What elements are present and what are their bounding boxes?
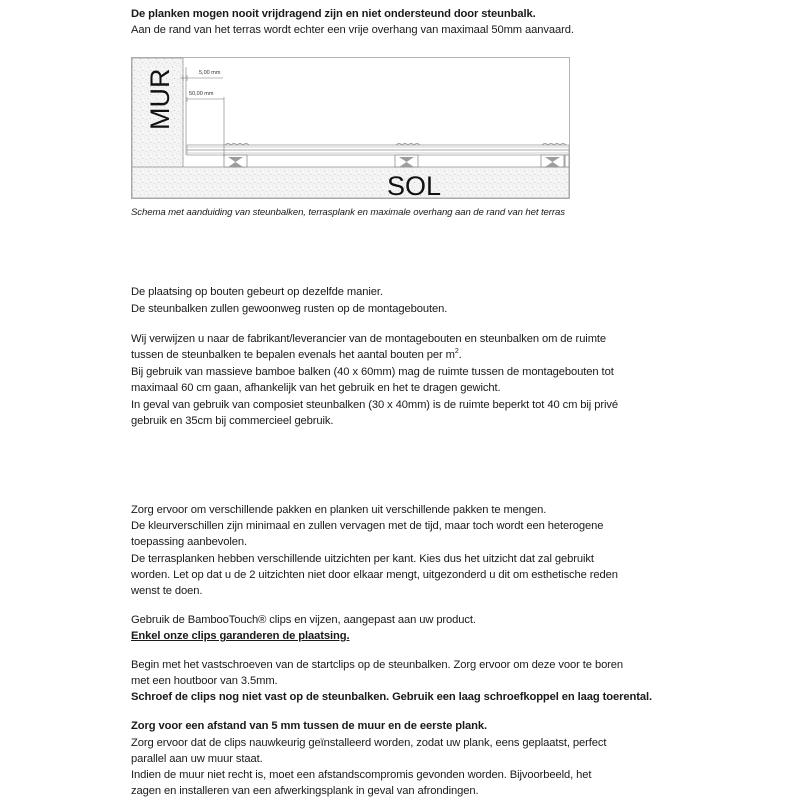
superscript: 2 (454, 348, 459, 355)
floor-block (132, 167, 569, 198)
spacing-line-4: maximaal 60 cm gaan, afhankelijk van het gebruik en het te dragen gewicht. (131, 382, 501, 394)
dimension-overhang-label: 50,00 mm (189, 91, 214, 97)
clips-guarantee: Enkel onze clips garanderen de plaatsing. (131, 630, 350, 642)
mixing-line-3: toepassing aanbevolen. (131, 536, 247, 548)
wall-line-2: parallel aan uw muur staat. (131, 753, 263, 765)
spacing-line-6: gebruik en 35cm bij commercieel gebruik. (131, 415, 334, 427)
clips-line: Gebruik de BambooTouch® clips en vijzen, aangepast aan uw product. (131, 614, 476, 626)
spacing-line-5: In geval van gebruik van composiet steunbalken (30 x 40mm) is de ruimte beperkt tot 40 cm bij privé (131, 399, 618, 411)
start-line-1: Begin met het vastschroeven van de startclips op de steunbalken. Zorg ervoor om deze voor te boren (131, 659, 624, 671)
spacing-line-2 (131, 347, 462, 364)
intro-heading: De planken mogen nooit vrijdragend zijn en niet ondersteund door steunbalk. (131, 8, 536, 20)
terrace-diagram (131, 57, 636, 199)
wall-label: MUR (145, 68, 175, 130)
spacing-line-2-end: . (458, 349, 462, 361)
wall-line-1: Zorg ervoor dat de clips nauwkeurig geïnstalleerd worden, zodat uw plank, eens geplaatst, perfect (131, 737, 607, 749)
mixing-line-1: Zorg ervoor om verschillende pakken en planken uit verschillende pakken te mengen. (131, 504, 547, 516)
start-bold: Schroef de clips nog niet vast op de steunbalken. Gebruik een laag schroefkoppel en laag toerental. (131, 691, 653, 703)
mixing-line-2: De kleurverschillen zijn minimaal en zullen vervagen met de tijd, maar toch wordt een heterogene (131, 520, 604, 532)
wall-bold: Zorg voor een afstand van 5 mm tussen de muur en de eerste plank. (131, 720, 487, 732)
bolts-line-2: De steunbalken zullen gewoonweg rusten op de montagebouten. (131, 303, 448, 315)
wall-line-4: zagen en installeren van een afwerkingsplank in geval van afrondingen. (131, 785, 479, 797)
terrace-plank (187, 145, 569, 155)
dimension-gap-label: 5,00 mm (199, 70, 221, 76)
floor-label: SOL (387, 171, 442, 199)
intro-line: Aan de rand van het terras wordt echter een vrije overhang van maximaal 50mm aanvaard. (131, 24, 574, 36)
bolts-line-1: De plaatsing op bouten gebeurt op dezelfde manier. (131, 286, 383, 298)
wall-line-3: Indien de muur niet recht is, moet een afstandscompromis gevonden worden. Bijvoorbeeld, het (131, 769, 592, 781)
start-line-2: met een houtboor van 3.5mm. (131, 675, 278, 687)
mixing-line-6: wenst te doen. (131, 585, 203, 597)
spacing-line-3: Bij gebruik van massieve bamboe balken (40 x 60mm) mag de ruimte tussen de montagebouten tot (131, 366, 614, 378)
spacing-line-2-text: tussen de steunbalken te bepalen evenals het aantal bouten per m (131, 349, 455, 361)
joist-3 (565, 155, 569, 167)
spacing-line-1: Wij verwijzen u naar de fabrikant/leverancier van de montagebouten en steunbalken om de ruimte (131, 333, 607, 345)
diagram-caption: Schema met aanduiding van steunbalken, terrasplank en maximale overhang aan de rand van het terras (131, 207, 565, 218)
mixing-line-4: De terrasplanken hebben verschillende uitzichten per kant. Kies dus het uitzicht dat zal gebruikt (131, 553, 594, 565)
mixing-line-5: worden. Let op dat u de 2 uitzichten niet door elkaar mengt, uitgezonderd u dit om esthetische reden (131, 569, 618, 581)
